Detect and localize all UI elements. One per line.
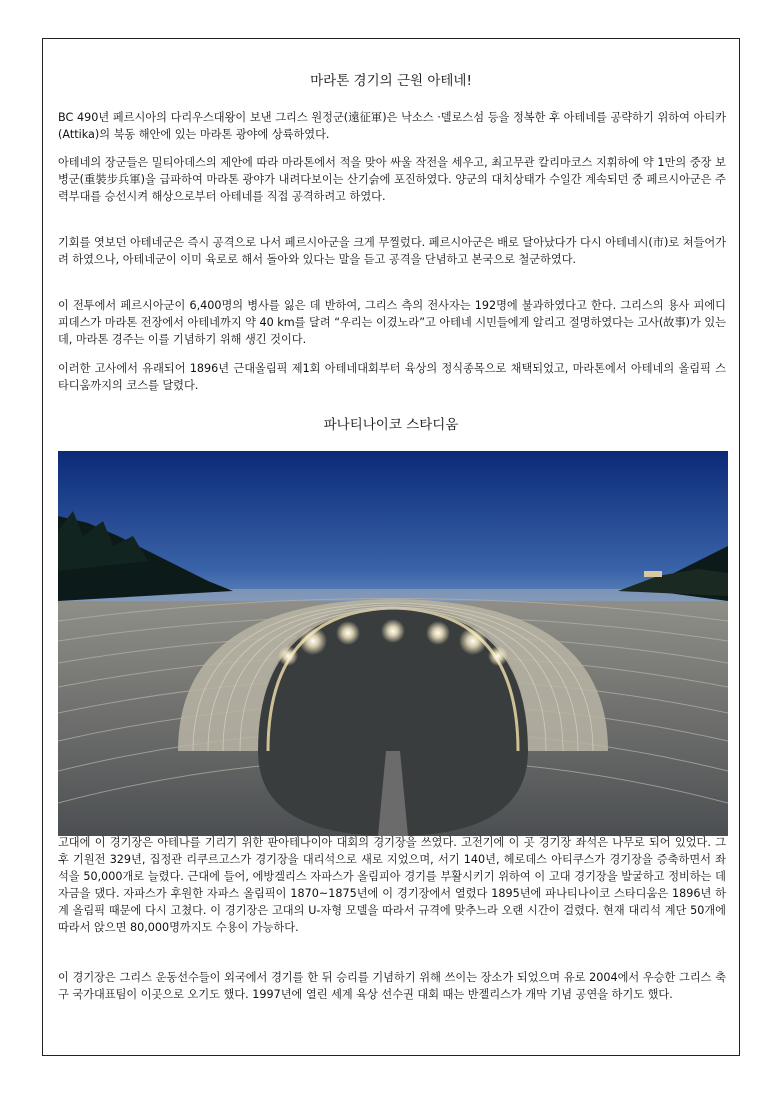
document-frame <box>42 38 740 1056</box>
paragraph-5: 이러한 고사에서 유래되어 1896년 근대올림픽 제1회 아테네대회부터 육상의 정식종목으로 채택되었고, 마라톤에서 아테네의 올림픽 스타디움까지의 코스를 달렸다. <box>58 362 726 392</box>
paragraph-6: 고대에 이 경기장은 아테나를 기리기 위한 판아테나이아 대회의 경기장을 쓰였다. 고전기에 이 곳 경기장 좌석은 나무로 되어 있었다. 그 후 기원전 329년, 집정관 리쿠르고스가 경기장을 대리석으로 새로 지었으며, 서기 140년, 헤로데스 아티쿠스가 경기장을 증축하면서 좌석을 50,000개로 늘렸다. 근대에 들어, 에방겔리스 자파스가 올림피아 경기를 부활시키기 위하여 이 고대 경기장을 발굴하고 정비하는 데 자금을 댔다. 자파스가 후원한 자파스 올림픽이 1870~1875년에 이 경기장에서 열렸다 1895년에 파나티나이코 스타디움은 1896년 하계 올림픽 때문에 다시 고쳤다. 이 경기장은 고대의 U-자형 모델을 따라서 규격에 맞추느라 오랜 시간이 걸렸다. 현재 대리석 계단 50개에 따라서 앉으면 80,000명까지도 수용이 가능하다. <box>58 836 726 934</box>
stadium-photo <box>58 451 728 836</box>
paragraph-3: 기회를 엿보던 아테네군은 즉시 공격으로 나서 페르시아군을 크게 무찔렀다. 페르시아군은 배로 달아났다가 다시 아테네시(市)로 쳐들어가려 하였으나, 아테네군이 이미 육로로 해서 돌아와 있다는 말을 듣고 공격을 단념하고 본국으로 철군하였다. <box>58 236 726 266</box>
paragraph-1: BC 490년 페르시아의 다리우스대왕이 보낸 그리스 원정군(遠征軍)은 낙소스 ·델로스섬 등을 정복한 후 아테네를 공략하기 위하여 아티카(Attika)의 북동 해안에 있는 마라톤 광야에 상륙하였다. <box>58 111 726 141</box>
section-title-marathon: 마라톤 경기의 근원 아테네! <box>310 73 472 89</box>
paragraph-4: 이 전투에서 페르시아군이 6,400명의 병사를 잃은 데 반하여, 그리스 측의 전사자는 192명에 불과하였다고 한다. 그리스의 용사 피에디피데스가 마라톤 전장에서 아테네까지 약 40 km를 달려 “우리는 이겼노라”고 아테네 시민들에게 알리고 절명하였다는 고사(故事)가 있는데, 마라톤 경주는 이를 기념하기 위해 생긴 것이다. <box>58 299 727 346</box>
paragraph-2: 아테네의 장군들은 밀티아데스의 제안에 따라 마라톤에서 적을 맞아 싸울 작전을 세우고, 최고무관 칼리마코스 지휘하에 약 1만의 중장 보병군(重裝步兵軍)을 급파하여 마라톤 광야가 내려다보이는 산기슭에 포진하였다. 양군의 대치상태가 수일간 계속되던 중 페르시아군은 주력부대를 승선시켜 해상으로부터 아테네를 직접 공격하려고 하였다. <box>58 156 726 203</box>
paragraph-7: 이 경기장은 그리스 운동선수들이 외국에서 경기를 한 뒤 승리를 기념하기 위해 쓰이는 장소가 되었으며 유로 2004에서 우승한 그리스 축구 국가대표팀이 이곳으로 오기도 했다. 1997년에 열린 세계 육상 선수권 대회 때는 반젤리스가 개막 기념 공연을 하기도 했다. <box>58 971 726 1001</box>
section-title-stadium: 파나티나이코 스타디움 <box>323 417 459 433</box>
